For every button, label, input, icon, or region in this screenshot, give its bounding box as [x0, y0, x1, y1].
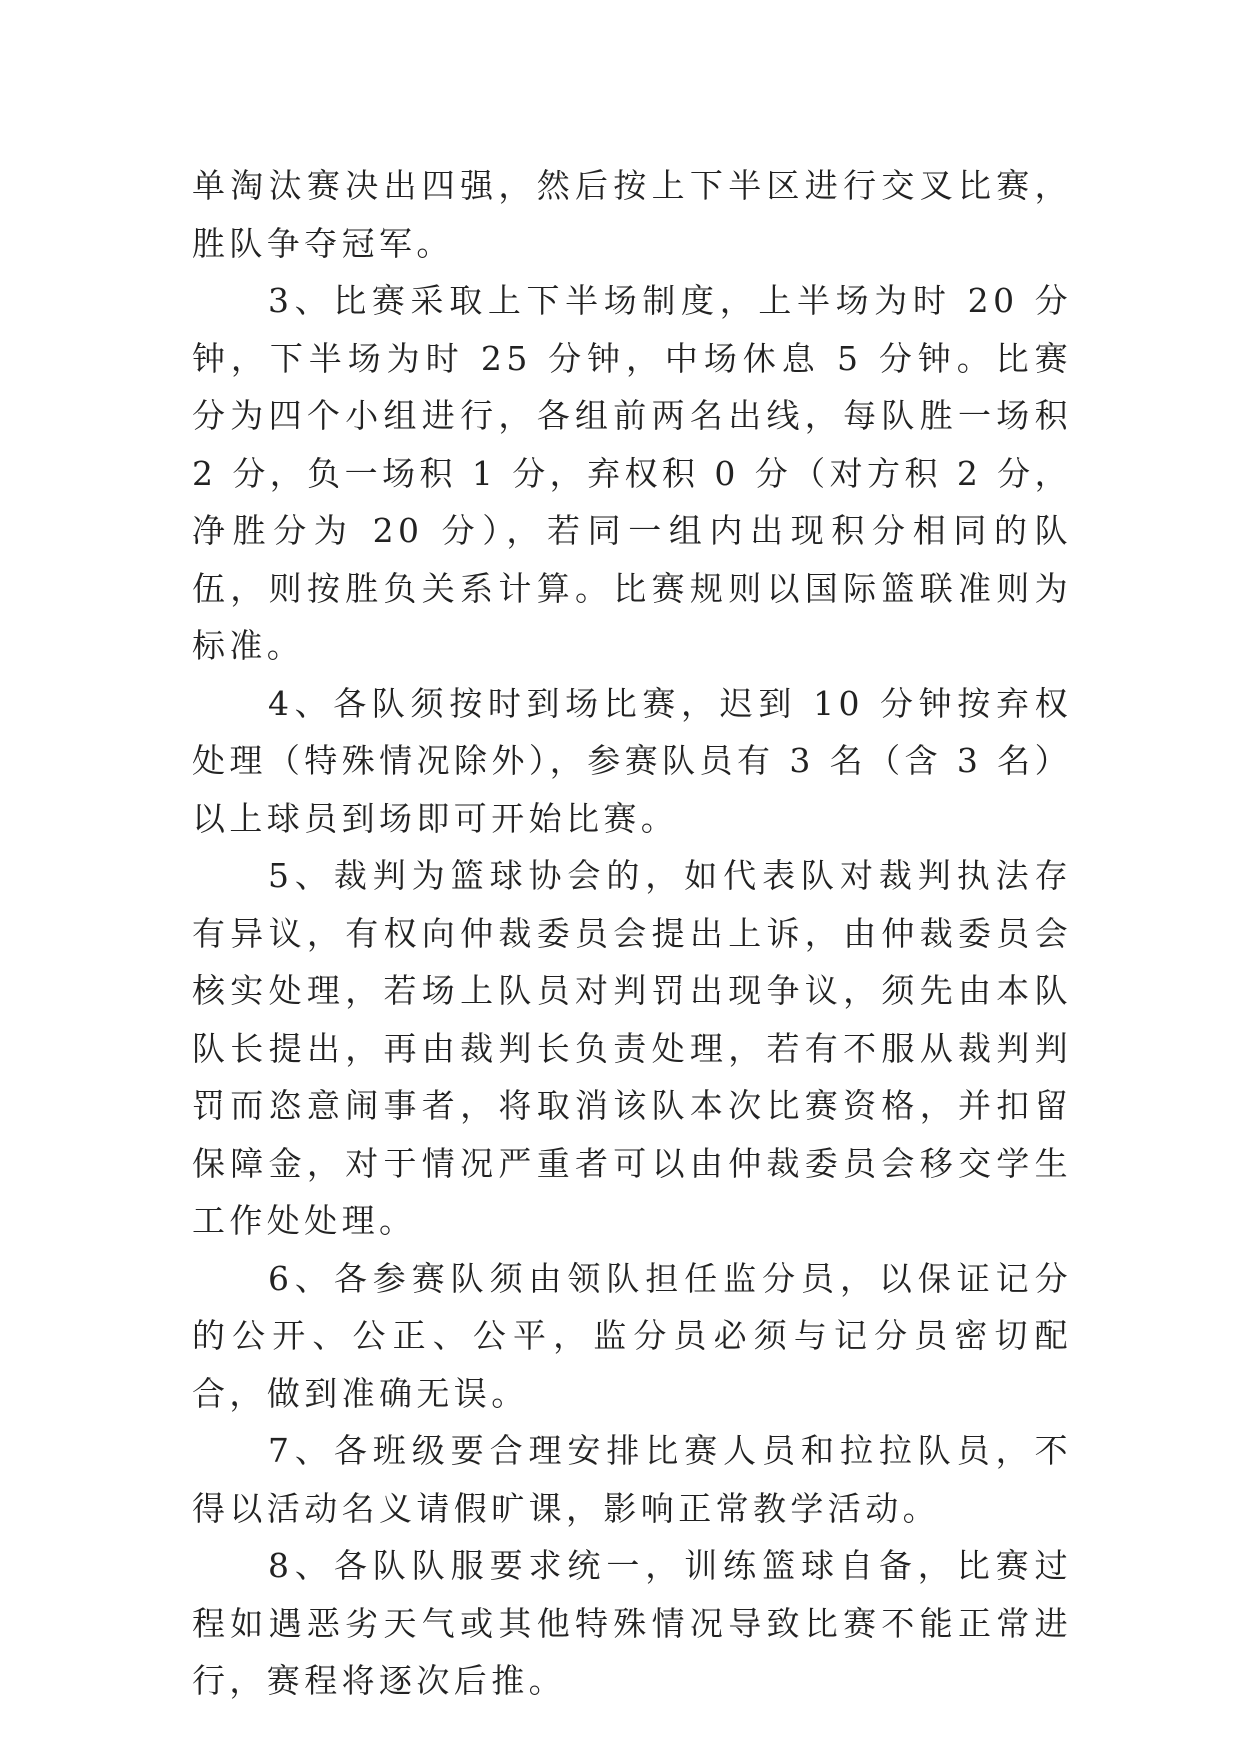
paragraph-rule-3: 3、比赛采取上下半场制度，上半场为时 20 分钟，下半场为时 25 分钟，中场休息 5 分钟。比赛分为四个小组进行，各组前两名出线，每队胜一场积 2 分，负一场积 1 分，弃权积 0 分（对方积 2 分，净胜分为 20 分），若同一组内出现积分相同的队伍，则按胜负关系计算。比赛规则以国际篮联准则为标准。 — [192, 281, 1072, 665]
paragraph-rule-6: 6、各参赛队须由领队担任监分员，以保证记分的公开、公正、公平，监分员必须与记分员密切配合，做到准确无误。 — [192, 1258, 1072, 1413]
document-body — [192, 157, 1072, 1710]
paragraph-rule-7: 7、各班级要合理安排比赛人员和拉拉队员，不得以活动名义请假旷课，影响正常教学活动。 — [192, 1431, 1072, 1528]
paragraph-rule-8: 8、各队队服要求统一，训练篮球自备，比赛过程如遇恶劣天气或其他特殊情况导致比赛不能正常进行，赛程将逐次后推。 — [192, 1546, 1072, 1700]
paragraph-rule-5: 5、裁判为篮球协会的，如代表队对裁判执法存有异议，有权向仲裁委员会提出上诉，由仲裁委员会核实处理，若场上队员对判罚出现争议，须先由本队队长提出，再由裁判长负责处理，若有不服从裁判判罚而恣意闹事者，将取消该队本次比赛资格，并扣留保障金，对于情况严重者可以由仲裁委员会移交学生工作处处理。 — [192, 856, 1072, 1240]
paragraph-rule-4: 4、各队须按时到场比赛，迟到 10 分钟按弃权处理（特殊情况除外），参赛队员有 3 名（含 3 名）以上球员到场即可开始比赛。 — [192, 683, 1072, 838]
paragraph-continuation: 单淘汰赛决出四强，然后按上下半区进行交叉比赛，胜队争夺冠军。 — [192, 166, 1072, 263]
